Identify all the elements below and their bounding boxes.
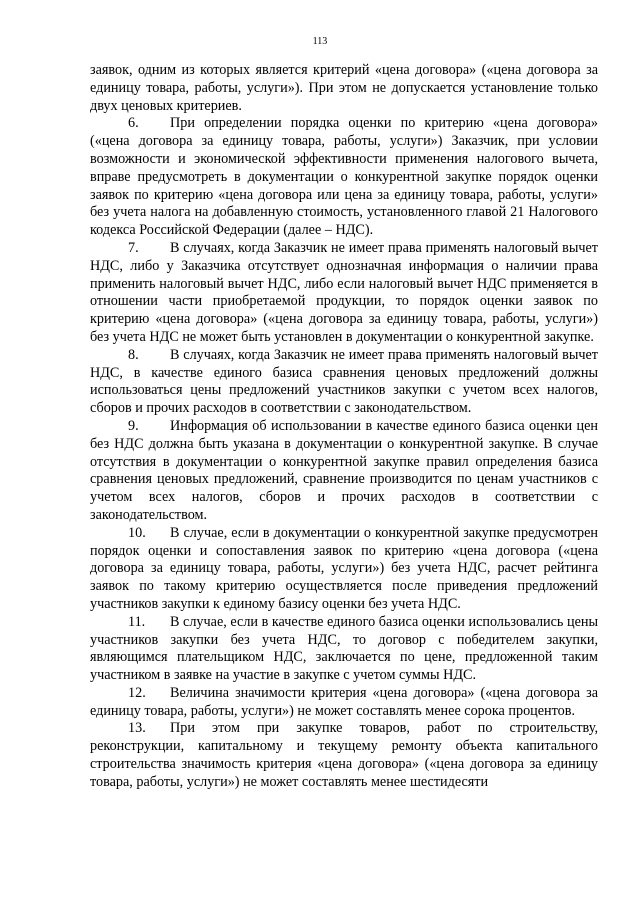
paragraph-continued bbox=[90, 62, 598, 115]
paragraph-10 bbox=[90, 525, 598, 614]
paragraph-text: При определении порядка оценки по критерию «цена договора» («цена договора за единицу товара, работы, услуги») Заказчик, при условии возможности и экономической эффективности применения налогового вычета, вправе предусмотреть в документации о конкурентной закупке порядок оценки заявок по критерию «цена договора или цена за единицу товара, работы, услуги» без учета налога на добавленную стоимость, установленного главой 21 Налогового кодекса Российской Федерации (далее – НДС). bbox=[90, 115, 598, 239]
paragraph-text: В случае, если в документации о конкурентной закупке предусмотрен порядок оценки и сопоставления заявок по критерию «цена договора («цена договора за единицу товара, работы, услуги») без учета НДС, расчет рейтинга заявок по такому критерию осуществляется после приведения предложений участников закупки к единому базису оценки без учета НДС. bbox=[90, 524, 598, 612]
paragraph-text: В случаях, когда Заказчик не имеет права применять налоговый вычет НДС, либо у Заказчика отсутствует однозначная информация о наличии права применить налоговый вычет НДС, либо если налоговый вычет НДС применяется в отношении части приобретаемой продукции, то порядок оценки заявок по критерию «цена договора» («цена договора за единицу товара, работы, услуги») без учета НДС не может быть установлен в документации о конкурентной закупке. bbox=[90, 239, 598, 345]
paragraph-6 bbox=[90, 115, 598, 240]
paragraph-text: В случаях, когда Заказчик не имеет права применять налоговый вычет НДС, в качестве единого базиса сравнения ценовых предложений должны использоваться цены предложений участников закупки с учетом всех налогов, сборов и прочих расходов в соответствии с законодательством. bbox=[90, 346, 598, 417]
paragraph-number: 12. bbox=[128, 684, 146, 701]
paragraph-number: 9. bbox=[128, 417, 139, 434]
page-number: 113 bbox=[312, 36, 328, 47]
paragraph-11 bbox=[90, 614, 598, 685]
paragraph-number: 6. bbox=[128, 115, 139, 132]
document-body bbox=[90, 62, 598, 792]
paragraph-9 bbox=[90, 418, 598, 525]
paragraph-13 bbox=[90, 720, 598, 791]
paragraph-text: заявок, одним из которых является критерий «цена договора» («цена договора за единицу товара, работы, услуги»). При этом не допускается установление только двух ценовых критериев. bbox=[90, 62, 598, 114]
paragraph-text: Информация об использовании в качестве единого базиса оценки цен без НДС должна быть указана в документации о конкурентной закупке. В случае отсутствия в документации о конкурентной закупке правил определения базиса сравнения ценовых предложений, сравнение производится по ценам участников с учетом всех налогов, сборов и прочих расходов в соответствии с законодательством. bbox=[90, 417, 598, 523]
paragraph-12 bbox=[90, 685, 598, 721]
paragraph-number: 10. bbox=[128, 524, 146, 541]
paragraph-8 bbox=[90, 347, 598, 418]
paragraph-number: 8. bbox=[128, 346, 139, 363]
paragraph-text: В случае, если в качестве единого базиса оценки использовались цены участников закупки без учета НДС, то договор с победителем закупки, являющимся плательщиком НДС, заключается по цене, предложенной таким участником в заявке на участие в закупке с учетом суммы НДС. bbox=[90, 613, 598, 684]
paragraph-7 bbox=[90, 240, 598, 347]
paragraph-text: При этом при закупке товаров, работ по строительству, реконструкции, капитальному и текущему ремонту объекта капитального строительства значимость критерия «цена договора» («цена договора за единицу товара, работы, услуги») не может составлять менее шестидесяти bbox=[90, 720, 598, 790]
paragraph-number: 13. bbox=[128, 720, 146, 737]
paragraph-text: Величина значимости критерия «цена договора» («цена договора за единицу товара, работы, услуги») не может составлять менее сорока процентов. bbox=[90, 684, 598, 719]
paragraph-number: 11. bbox=[128, 613, 146, 630]
paragraph-number: 7. bbox=[128, 239, 139, 256]
